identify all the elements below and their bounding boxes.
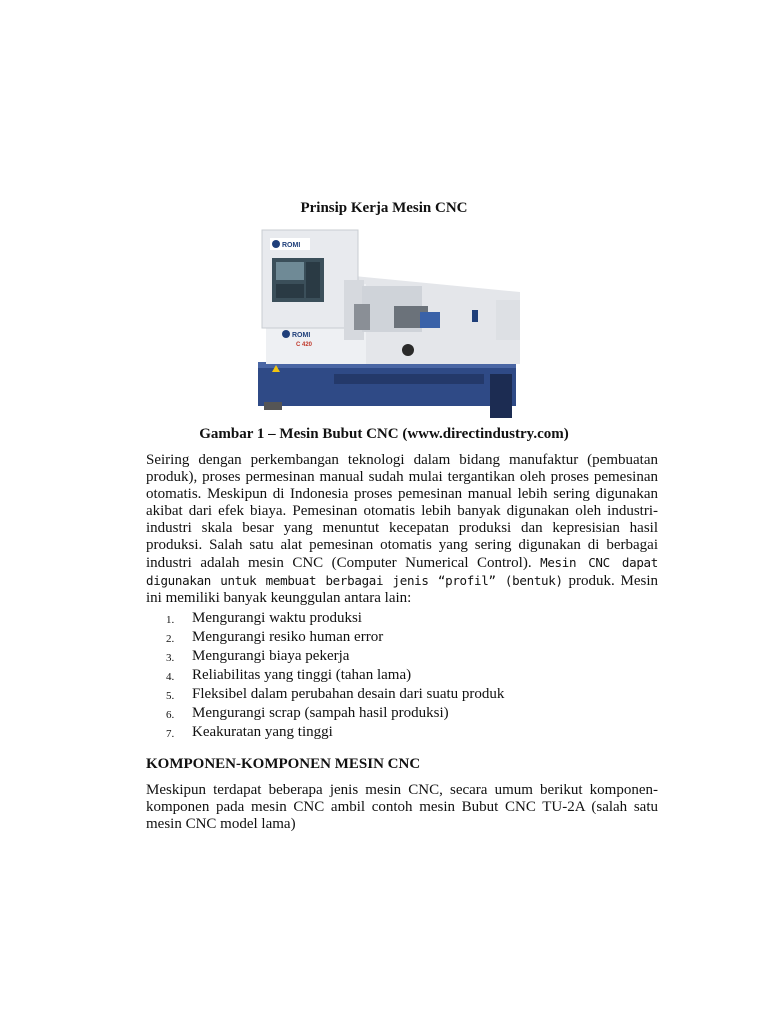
- paragraph-components: Meskipun terdapat beberapa jenis mesin CNC, secara umum berikut komponen-komponen pada mesin CNC ambil contoh mesin Bubut CNC TU-2A (salah satu mesin CNC model lama): [146, 782, 658, 832]
- paragraph-intro: [146, 452, 658, 607]
- paragraph-intro-alt: Mesin CNC dapat digunakan untuk membuat berbagai jenis “profil” (bentuk): [146, 555, 658, 588]
- list-item: 1. Mengurangi waktu produksi: [166, 610, 362, 626]
- list-item: 5. Fleksibel dalam perubahan desain dari suatu produk: [166, 686, 505, 702]
- brand-label-top: ROMI: [282, 242, 301, 249]
- list-item: 2. Mengurangi resiko human error: [166, 629, 384, 645]
- list-item: 6. Mengurangi scrap (sampah hasil produksi): [166, 705, 449, 721]
- paragraph-intro-main: Seiring dengan perkembangan teknologi dalam bidang manufaktur (pembuatan produk), proses permesinan manual sudah mulai tergantikan oleh proses pemesinan otomatis. Meskipun di Indonesia proses pemesinan manual lebih sering digunakan akibat dari efek biaya. Pemesinan otomatis lebih banyak digunakan oleh industri-industri skala besar yang menuntut kecepatan produksi dan kepresisian hasil produksi. Salah satu alat pemesinan otomatis yang sering digunakan di berbagai industri adalah mesin CNC (Computer Numerical Control).: [146, 452, 658, 571]
- paragraph-intro-end: produk. Mesin ini memiliki banyak keunggulan antara lain:: [146, 573, 658, 606]
- list-item: 7. Keakuratan yang tinggi: [166, 724, 333, 740]
- model-label: C 420: [296, 342, 313, 348]
- cnc-lathe-image: [244, 224, 526, 420]
- advantages-list: [166, 610, 656, 743]
- figure-caption: Gambar 1 – Mesin Bubut CNC (www.directindustry.com): [199, 426, 569, 442]
- handwheel: [402, 344, 414, 356]
- list-item: 3. Mengurangi biaya pekerja: [166, 648, 350, 664]
- section-heading: KOMPONEN-KOMPONEN MESIN CNC: [146, 756, 421, 772]
- page-title: Prinsip Kerja Mesin CNC: [300, 200, 468, 216]
- list-item: 4. Reliabilitas yang tinggi (tahan lama): [166, 667, 412, 683]
- chuck: [354, 304, 370, 330]
- brand-label-mid: ROMI: [292, 332, 311, 339]
